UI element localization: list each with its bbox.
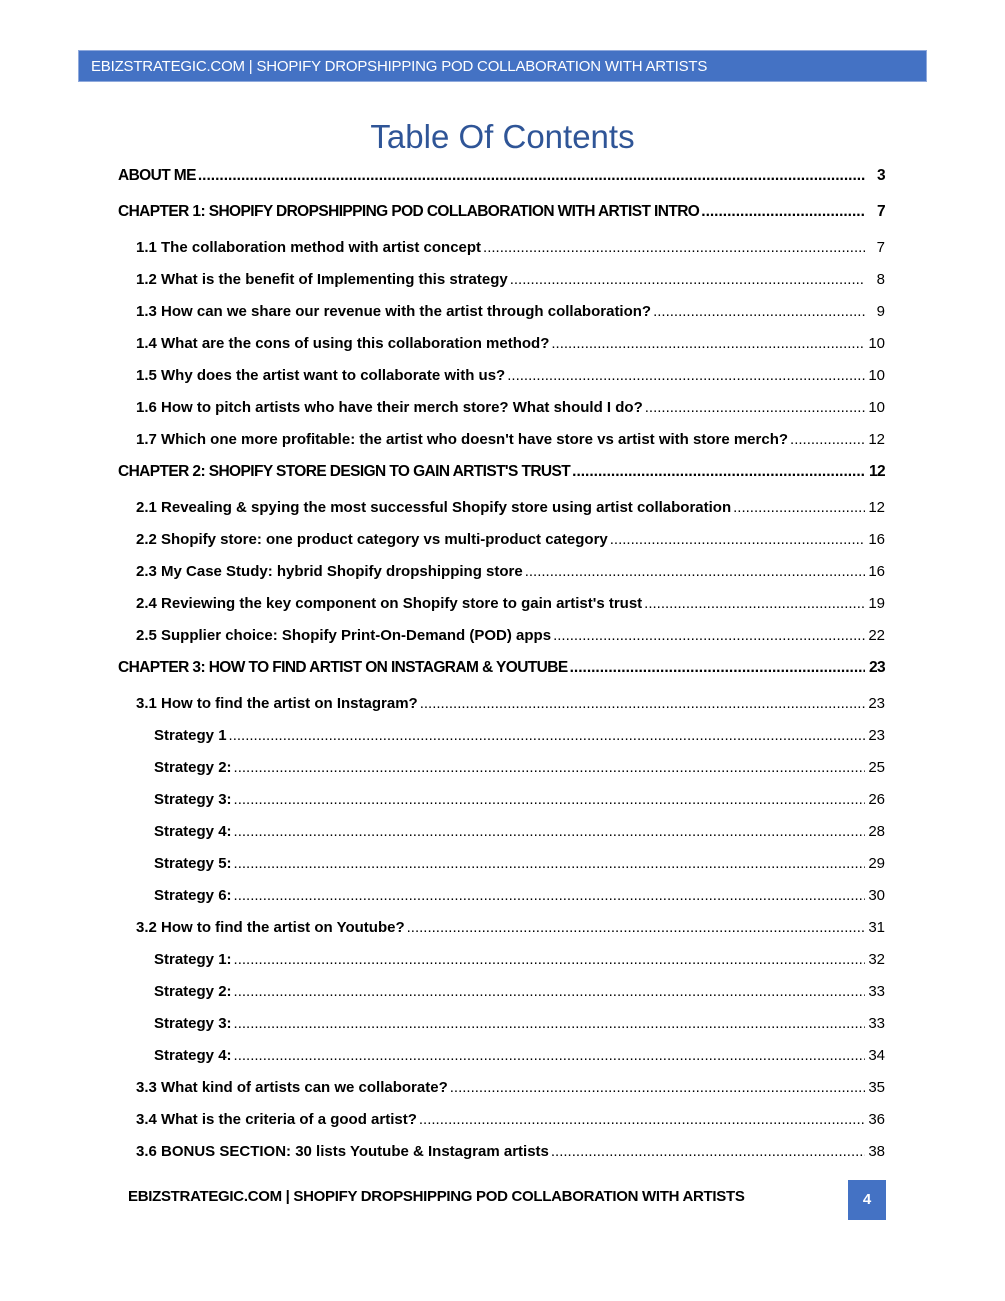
toc-entry-label[interactable]: 3.1 How to find the artist on Instagram? bbox=[136, 695, 418, 712]
toc-dot-leader bbox=[570, 652, 865, 684]
toc-entry[interactable] bbox=[118, 296, 885, 328]
toc-dot-leader bbox=[234, 880, 865, 912]
toc-entry[interactable] bbox=[118, 848, 885, 880]
toc-entry-label[interactable]: 3.6 BONUS SECTION: 30 lists Youtube & Instagram artists bbox=[136, 1143, 549, 1160]
toc-entry[interactable] bbox=[118, 492, 885, 524]
toc-dot-leader bbox=[790, 424, 865, 456]
toc-entry-page[interactable]: 10 bbox=[868, 399, 885, 416]
toc-entry[interactable] bbox=[118, 232, 885, 264]
toc-entry-page[interactable]: 30 bbox=[868, 887, 885, 904]
toc-dot-leader bbox=[645, 392, 865, 424]
toc-dot-leader bbox=[234, 752, 865, 784]
toc-entry[interactable] bbox=[118, 328, 885, 360]
toc-entry[interactable] bbox=[118, 424, 885, 456]
toc-entry-page[interactable]: 32 bbox=[868, 951, 885, 968]
toc-entry[interactable] bbox=[118, 816, 885, 848]
toc-entry-label[interactable]: 2.5 Supplier choice: Shopify Print-On-Demand (POD) apps bbox=[136, 627, 552, 644]
toc-entry[interactable] bbox=[118, 652, 885, 684]
toc-entry-page[interactable]: 7 bbox=[876, 203, 885, 220]
toc-entry-label[interactable]: 1.5 Why does the artist want to collaborate with us? bbox=[136, 367, 506, 384]
toc-entry-page[interactable]: 35 bbox=[868, 1079, 885, 1096]
toc-entry-page[interactable]: 10 bbox=[868, 367, 885, 384]
toc-entry[interactable] bbox=[118, 360, 885, 392]
toc-dot-leader bbox=[733, 492, 865, 524]
toc-dot-leader bbox=[234, 816, 865, 848]
toc-entry[interactable] bbox=[118, 976, 885, 1008]
table-of-contents bbox=[118, 160, 885, 1168]
toc-dot-leader bbox=[229, 720, 865, 752]
toc-dot-leader bbox=[507, 360, 865, 392]
toc-entry[interactable] bbox=[118, 1072, 885, 1104]
toc-entry-label[interactable]: CHAPTER 3: HOW TO FIND ARTIST ON INSTAGRAM & YOUTUBE bbox=[118, 659, 568, 676]
toc-dot-leader bbox=[234, 1040, 865, 1072]
toc-dot-leader bbox=[551, 1136, 865, 1168]
toc-entry[interactable] bbox=[118, 720, 885, 752]
toc-entry-label[interactable]: Strategy 2: bbox=[154, 759, 232, 776]
toc-dot-leader bbox=[653, 296, 865, 328]
toc-dot-leader bbox=[572, 456, 865, 488]
toc-dot-leader bbox=[419, 1104, 865, 1136]
toc-dot-leader bbox=[551, 328, 865, 360]
toc-entry-label[interactable]: 2.3 My Case Study: hybrid Shopify dropshipping store bbox=[136, 563, 523, 580]
toc-entry-page[interactable]: 26 bbox=[868, 791, 885, 808]
toc-entry-page[interactable]: 23 bbox=[868, 659, 885, 676]
toc-entry[interactable] bbox=[118, 912, 885, 944]
toc-entry-label[interactable]: Strategy 5: bbox=[154, 855, 232, 872]
toc-entry-page[interactable]: 12 bbox=[868, 499, 885, 516]
toc-entry-page[interactable]: 25 bbox=[868, 759, 885, 776]
toc-entry[interactable] bbox=[118, 1136, 885, 1168]
toc-entry-page[interactable]: 12 bbox=[868, 463, 885, 480]
toc-entry-page[interactable]: 28 bbox=[868, 823, 885, 840]
toc-entry[interactable] bbox=[118, 556, 885, 588]
toc-entry-label[interactable]: Strategy 1 bbox=[154, 727, 227, 744]
toc-dot-leader bbox=[450, 1072, 865, 1104]
toc-entry-page[interactable]: 10 bbox=[868, 335, 885, 352]
toc-dot-leader bbox=[525, 556, 865, 588]
toc-dot-leader bbox=[483, 232, 865, 264]
toc-dot-leader bbox=[644, 588, 865, 620]
toc-entry-label[interactable]: 1.4 What are the cons of using this collaboration method? bbox=[136, 335, 550, 352]
toc-dot-leader bbox=[610, 524, 865, 556]
toc-dot-leader bbox=[234, 784, 865, 816]
toc-entry-label[interactable]: 1.2 What is the benefit of Implementing this strategy bbox=[136, 271, 508, 288]
toc-entry[interactable] bbox=[118, 456, 885, 488]
toc-dot-leader bbox=[198, 160, 865, 192]
page-header: EBIZSTRATEGIC.COM | SHOPIFY DROPSHIPPING POD COLLABORATION WITH ARTISTS bbox=[78, 50, 927, 82]
toc-entry-label[interactable]: 3.2 How to find the artist on Youtube? bbox=[136, 919, 405, 936]
toc-dot-leader bbox=[234, 976, 865, 1008]
toc-entry[interactable] bbox=[118, 784, 885, 816]
toc-entry-label[interactable]: 1.7 Which one more profitable: the artist who doesn't have store vs artist with store merch? bbox=[136, 431, 789, 448]
toc-entry-page[interactable]: 23 bbox=[868, 695, 885, 712]
toc-entry-page[interactable]: 9 bbox=[876, 303, 885, 320]
toc-entry[interactable] bbox=[118, 944, 885, 976]
toc-dot-leader bbox=[701, 196, 865, 228]
toc-entry-label[interactable]: ABOUT ME bbox=[118, 167, 196, 184]
toc-entry-label[interactable]: Strategy 4: bbox=[154, 1047, 232, 1064]
toc-entry-label[interactable]: Strategy 3: bbox=[154, 1015, 232, 1032]
toc-entry-page[interactable]: 22 bbox=[868, 627, 885, 644]
page-title: Table Of Contents bbox=[370, 118, 635, 155]
toc-entry-page[interactable]: 31 bbox=[868, 919, 885, 936]
toc-entry-page[interactable]: 23 bbox=[868, 727, 885, 744]
toc-dot-leader bbox=[510, 264, 865, 296]
toc-entry[interactable] bbox=[118, 752, 885, 784]
page-footer: EBIZSTRATEGIC.COM | SHOPIFY DROPSHIPPING POD COLLABORATION WITH ARTISTS bbox=[128, 1188, 745, 1205]
toc-entry-page[interactable]: 33 bbox=[868, 1015, 885, 1032]
toc-entry-page[interactable]: 36 bbox=[868, 1111, 885, 1128]
toc-entry-label[interactable]: 1.3 How can we share our revenue with the artist through collaboration? bbox=[136, 303, 652, 320]
toc-entry-label[interactable]: Strategy 6: bbox=[154, 887, 232, 904]
toc-dot-leader bbox=[234, 944, 865, 976]
toc-entry[interactable] bbox=[118, 1040, 885, 1072]
toc-entry-label[interactable]: Strategy 4: bbox=[154, 823, 232, 840]
toc-entry[interactable] bbox=[118, 620, 885, 652]
toc-entry-label[interactable]: Strategy 2: bbox=[154, 983, 232, 1000]
toc-entry[interactable] bbox=[118, 588, 885, 620]
toc-entry[interactable] bbox=[118, 688, 885, 720]
toc-entry-label[interactable]: 2.1 Revealing & spying the most successful Shopify store using artist collaboration bbox=[136, 499, 732, 516]
toc-entry-label[interactable]: 3.3 What kind of artists can we collaborate? bbox=[136, 1079, 448, 1096]
toc-dot-leader bbox=[234, 848, 865, 880]
toc-entry[interactable] bbox=[118, 1008, 885, 1040]
toc-entry-page[interactable]: 16 bbox=[868, 563, 885, 580]
toc-entry-label[interactable]: 2.4 Reviewing the key component on Shopify store to gain artist's trust bbox=[136, 595, 643, 612]
toc-dot-leader bbox=[234, 1008, 865, 1040]
toc-entry-label[interactable]: CHAPTER 1: SHOPIFY DROPSHIPPING POD COLLABORATION WITH ARTIST INTRO bbox=[118, 203, 700, 220]
toc-entry-label[interactable]: CHAPTER 2: SHOPIFY STORE DESIGN TO GAIN ARTIST'S TRUST bbox=[118, 463, 571, 480]
toc-entry[interactable] bbox=[118, 880, 885, 912]
toc-entry[interactable] bbox=[118, 524, 885, 556]
toc-entry-page[interactable]: 34 bbox=[868, 1047, 885, 1064]
toc-entry-label[interactable]: 1.6 How to pitch artists who have their merch store? What should I do? bbox=[136, 399, 643, 416]
toc-entry-label[interactable]: Strategy 3: bbox=[154, 791, 232, 808]
toc-entry-label[interactable]: 1.1 The collaboration method with artist concept bbox=[136, 239, 482, 256]
toc-entry[interactable] bbox=[118, 392, 885, 424]
toc-entry-label[interactable]: Strategy 1: bbox=[154, 951, 232, 968]
toc-entry-page[interactable]: 16 bbox=[868, 531, 885, 548]
toc-entry-page[interactable]: 8 bbox=[876, 271, 885, 288]
toc-entry-page[interactable]: 29 bbox=[868, 855, 885, 872]
toc-entry-page[interactable]: 38 bbox=[868, 1143, 885, 1160]
toc-entry-page[interactable]: 12 bbox=[868, 431, 885, 448]
toc-dot-leader bbox=[407, 912, 865, 944]
toc-entry-page[interactable]: 19 bbox=[868, 595, 885, 612]
toc-entry-page[interactable]: 7 bbox=[876, 239, 885, 256]
toc-dot-leader bbox=[553, 620, 865, 652]
toc-entry[interactable] bbox=[118, 196, 885, 228]
toc-dot-leader bbox=[420, 688, 865, 720]
toc-entry[interactable] bbox=[118, 160, 885, 192]
toc-entry-label[interactable]: 2.2 Shopify store: one product category vs multi-product category bbox=[136, 531, 608, 548]
toc-entry-page[interactable]: 3 bbox=[876, 167, 885, 184]
toc-entry[interactable] bbox=[118, 264, 885, 296]
toc-entry-label[interactable]: 3.4 What is the criteria of a good artist? bbox=[136, 1111, 417, 1128]
toc-entry-page[interactable]: 33 bbox=[868, 983, 885, 1000]
toc-entry[interactable] bbox=[118, 1104, 885, 1136]
page-number: 4 bbox=[848, 1180, 886, 1220]
